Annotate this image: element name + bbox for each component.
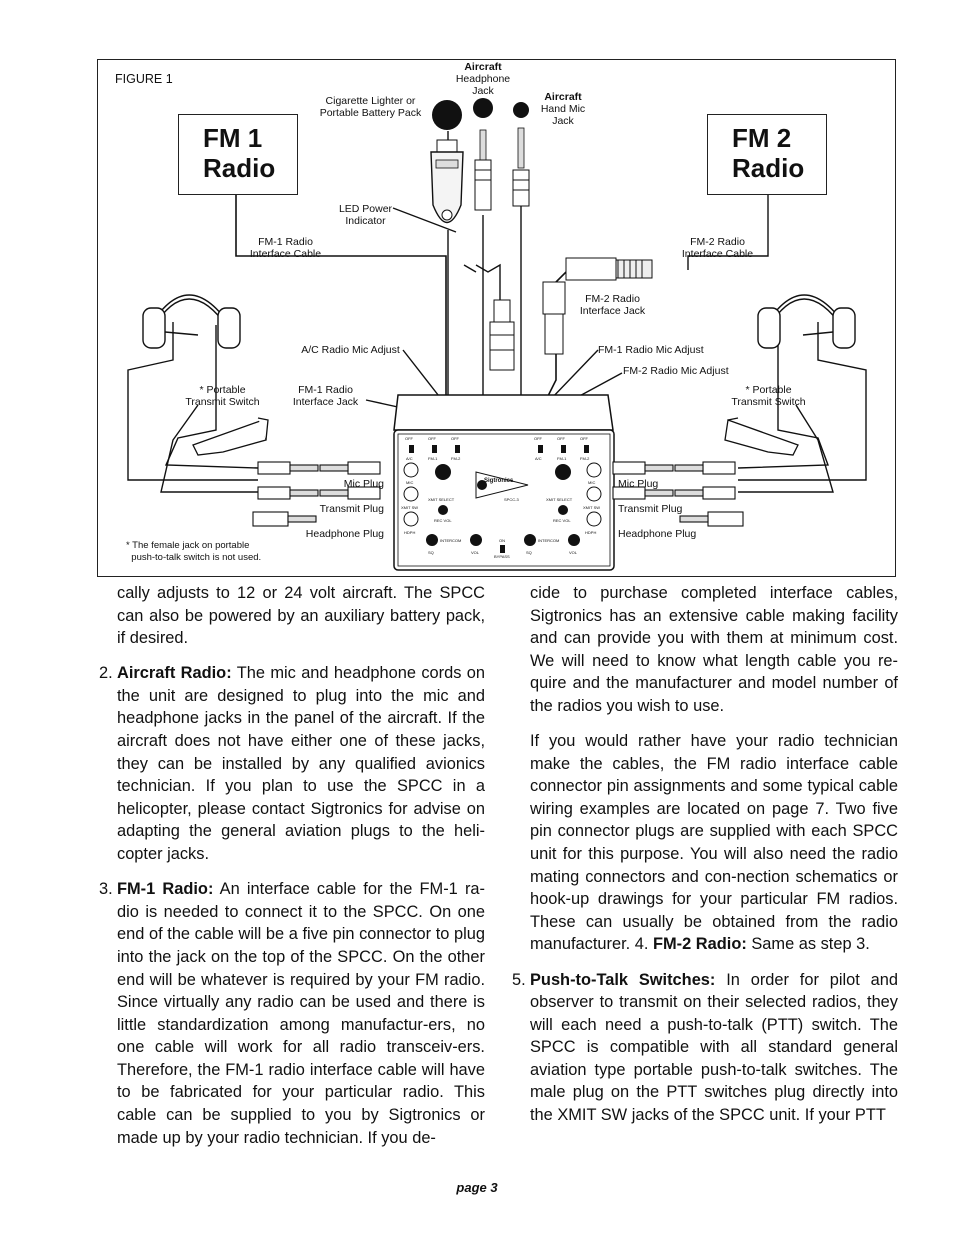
panel-mic-right: MIC [588, 480, 596, 485]
item-3-body: An interface cable for the FM-1 ra-dio is needed to connect it to the SPCC. On one end of the cable will be a five pin connector to plug into the jack on the top of the SPCC. On the other end will be whatever is required by your FM radio. Since virtually any radio can be used and there is little standardization among manufactur-ers, no one cable will work for all radio transceiv-ers. Therefore, the FM-1 radio interface cable will have to be fabricated for your particular radio. This cable can be supplied to you by Sigtronics or made up by your radio technician. If you de- [117, 880, 485, 1147]
panel-off-6: OFF [580, 436, 588, 441]
fm1-interface-jack-label: FM-1 Radio Interface Jack [292, 384, 359, 408]
left-paragraph-1: cally adjusts to 12 or 24 volt aircraft. The SPCC can also be powered by an auxiliary battery pack, if desired. [117, 584, 485, 648]
right-mic-plug-label: Mic Plug [618, 478, 659, 490]
item-4-heading: FM-2 Radio: [653, 935, 747, 954]
panel-on: ON [499, 538, 505, 543]
fm1-interface-plug [490, 300, 514, 370]
panel-xmit-sw-left: XMIT SW [401, 505, 419, 510]
item-5: 5. Push-to-Talk Switches: In order for pilot and observer to transmit on their selected radios, they will each need a push-to-talk (PTT) switch. The SPCC is compatible with all standard general aviation type portable push-to-talk switches. The male plug on the PTT switches plug directly into the XMIT SW jacks of the SPCC unit. If your PTT [512, 970, 899, 1125]
panel-vol-right: VOL [569, 550, 578, 555]
footnote: * The female jack on portable push-to-talk switch is not used. [126, 540, 262, 563]
left-plugs [253, 462, 380, 526]
panel-mic-left: MIC [406, 480, 414, 485]
fm1-interface-cable-label: FM-1 Radio Interface Cable [249, 236, 322, 260]
panel-xmit-sw-right: XMIT SW [583, 505, 601, 510]
panel-xmit-select-right: XMIT SELECT [546, 497, 573, 502]
panel-intercom-left: INTERCOM [440, 538, 462, 543]
panel-vol-left: VOL [471, 550, 480, 555]
right-plugs [613, 462, 743, 526]
panel-rec-vol-right: REC VOL [553, 518, 571, 523]
fm2-interface-cable-label: FM-2 Radio Interface Cable [681, 236, 754, 260]
headphone-plug [473, 98, 493, 210]
item-4-body: Same as step 3. [746, 935, 870, 954]
right-ptt-switch [725, 418, 798, 455]
fm2-radio-mic-adjust-label: FM-2 Radio Mic Adjust [623, 365, 729, 377]
panel-off-4: OFF [534, 436, 542, 441]
item-5-body: In order for pilot and observer to transmit on their selected radios, they will each need a push-to-talk (PTT) switch. The SPCC is compatible with all standard general aviation type portable push-to-talk switches. The male plug on the PTT switches plug directly into the XMIT SW jacks of the SPCC unit. If your PTT [530, 970, 899, 1125]
panel-model: SPCC-3 [504, 497, 519, 502]
panel-xmit-select-left: XMIT SELECT [428, 497, 455, 502]
left-headset [143, 295, 240, 348]
left-mic-plug-label: Mic Plug [343, 478, 384, 490]
panel-off-3: OFF [451, 436, 459, 441]
figure-caption: FIGURE 1 [115, 72, 173, 86]
panel-ac-right: A/C [535, 456, 542, 461]
item-2: 2. Aircraft Radio: The mic and headphone cords on the unit are designed to plug into the mic and headphone jacks in the panel of the aircraft. If the aircraft does not have either one of these jacks, they can be installed by any qualified avionics technician. If you plan to use the SPCC in a helicopter, please contact Sigtronics for advise on adapting the general aviation plugs to the heli-copter jacks. [99, 664, 485, 864]
panel-bypass: BYPASS [494, 554, 510, 559]
panel-fm2-left: FM-2 [451, 456, 461, 461]
panel-intercom-right: INTERCOM [538, 538, 560, 543]
panel-rec-vol-left: REC VOL [434, 518, 452, 523]
panel-fm2-right: FM-2 [580, 456, 590, 461]
fm2-radio-box: FM 2 Radio [707, 114, 827, 195]
left-transmit-plug-label: Transmit Plug [319, 503, 384, 515]
figure-1 [97, 59, 896, 577]
aircraft-handmic-label: Aircraft Hand Mic Jack [540, 91, 586, 127]
right-paragraph-1: cide to purchase completed interface cables, Sigtronics has an extensive cable making facility and can provide you with them at minimum cost. We will need to know what length cable you re-quire and the manufacturer and model number of the radios you wish to use. [530, 584, 898, 715]
panel-sq-right: SQ [526, 550, 532, 555]
panel-hdph-right: HDPH [585, 530, 597, 535]
cigarette-lighter-label: Cigarette Lighter or Portable Battery Pack [319, 95, 422, 119]
panel-off-5: OFF [557, 436, 565, 441]
page-number: page 3 [456, 1180, 498, 1195]
left-headphone-plug-label: Headphone Plug [305, 528, 384, 540]
led-power-indicator-label: LED Power Indicator [338, 203, 393, 227]
left-column [99, 582, 485, 1149]
right-headphone-plug-label: Headphone Plug [618, 528, 697, 540]
panel-off-2: OFF [428, 436, 436, 441]
item-2-heading: Aircraft Radio: [117, 664, 232, 683]
aircraft-headphone-label: Aircraft Headphone Jack [455, 61, 511, 97]
panel-hdph-left: HDPH [404, 530, 416, 535]
right-column [512, 582, 899, 1127]
panel-fm1-right: FM-1 [557, 456, 567, 461]
panel-ac-left: A/C [406, 456, 413, 461]
fm1-radio-mic-adjust-label: FM-1 Radio Mic Adjust [598, 344, 704, 356]
ac-radio-mic-adjust-label: A/C Radio Mic Adjust [301, 344, 400, 356]
fm2-interface-jack-label: FM-2 Radio Interface Jack [579, 293, 646, 317]
right-headset [758, 295, 855, 348]
item-2-body: The mic and headphone cords on the unit are designed to plug into the mic and headphone jacks in the panel of the aircraft. If the aircraft does not have either one of these jacks, they can be installed by any qualified avionics technician. If you plan to use the SPCC in a helicopter, please contact Sigtronics for advise on adapting the general aviation plugs to the heli-copter jacks. [117, 664, 485, 864]
panel-brand: Sigtronics [484, 478, 514, 484]
cigarette-lighter-plug [431, 100, 463, 223]
fm1-radio-box: FM 1 Radio [178, 114, 298, 195]
item-5-heading: Push-to-Talk Switches: [530, 970, 716, 989]
panel-off-1: OFF [405, 436, 413, 441]
right-paragraph-2: If you would rather have your radio technician make the cables, the FM radio interface cable connector pin assignments and some typical cable wiring examples are located on page 7. Two five pin connector plugs are supplied with each SPCC unit for this purpose. You will also need the radio mating connectors and con-nection schematics or hook-up drawings for your particular FM radios. These can usually be obtained from the radio manufacturer. 4. FM-2 Radio: Same as step 3. [530, 732, 898, 954]
hand-mic-plug [513, 102, 529, 206]
right-portable-transmit-switch-label: * Portable Transmit Switch [731, 384, 806, 408]
left-ptt-switch [193, 418, 268, 455]
item-3-heading: FM-1 Radio: [117, 880, 214, 899]
left-portable-transmit-switch-label: * Portable Transmit Switch [185, 384, 260, 408]
panel-sq-left: SQ [428, 550, 434, 555]
item-3: 3. FM-1 Radio: An interface cable for the FM-1 ra-dio is needed to connect it to the SPCC. On one end of the cable will be a five pin connector to plug into the jack on the top of the SPCC. On the other end will be whatever is required by your FM radio. Since virtually any radio can be used and there is little standardization among manufactur-ers, no one cable will work for all radio transceiv-ers. Therefore, the FM-1 radio interface cable will have to be fabricated for your particular radio. This cable can be supplied to you by Sigtronics or made up by your radio technician. If you de- [99, 880, 485, 1147]
panel-fm1-left: FM-1 [428, 456, 438, 461]
right-transmit-plug-label: Transmit Plug [618, 503, 683, 515]
